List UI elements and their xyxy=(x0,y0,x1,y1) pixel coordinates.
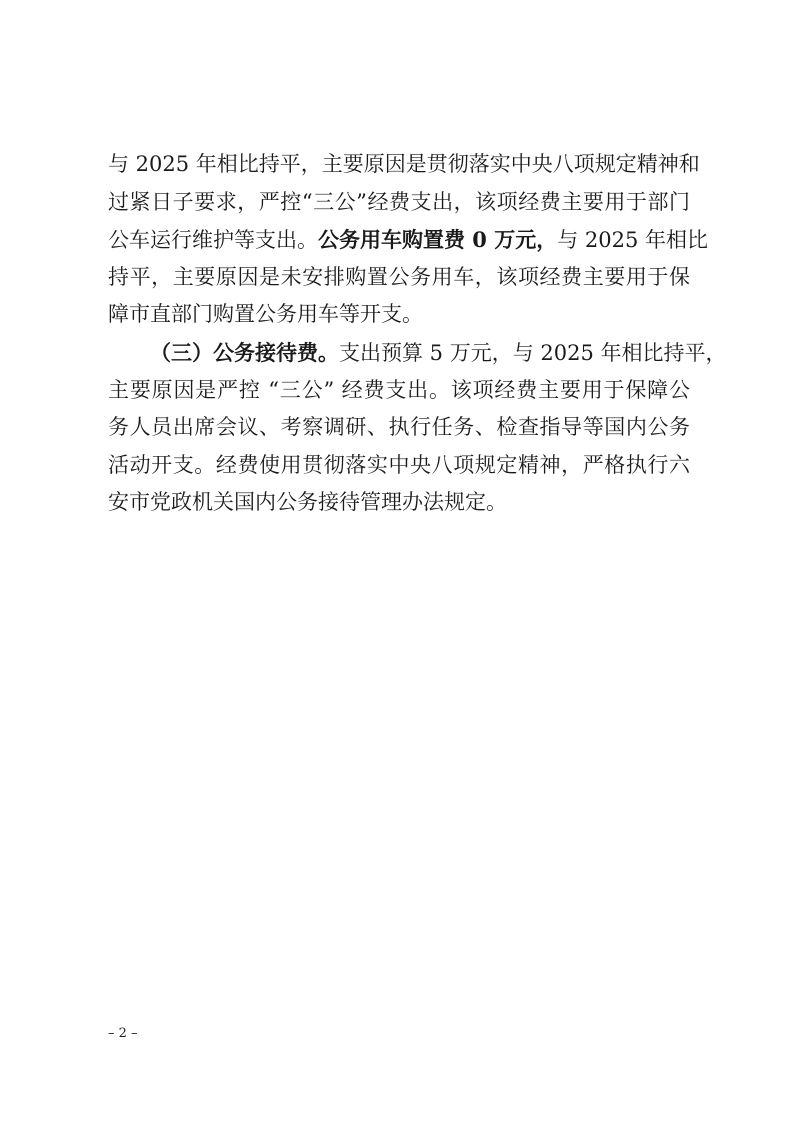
paragraph-1-line-5: 障市直部门购置公务用车等开支。 xyxy=(108,302,423,327)
paragraph-1-line-1: 与 2025 年相比持平，主要原因是贯彻落实中央八项规定精神和 xyxy=(108,152,700,176)
paragraph-2-line-1 xyxy=(108,334,727,372)
paragraph-2-line-2: 主要原因是严控 “三公” 经费支出。该项经费主要用于保障公 xyxy=(108,377,690,402)
reception-fee-heading: （三）公务接待费。 xyxy=(150,339,339,365)
paragraph-2-line-3: 务人员出席会议、考察调研、执行任务、检查指导等国内公务 xyxy=(108,415,690,440)
paragraph-1-line-4: 持平，主要原因是未安排购置公务用车，该项经费主要用于保 xyxy=(108,264,690,289)
paragraph-1-line-3-tail: 与 2025 年相比 xyxy=(557,228,709,253)
vehicle-purchase-heading: 公务用车购置费 0 万元， xyxy=(318,227,558,253)
body-text xyxy=(108,146,727,522)
paragraph-1-line-3 xyxy=(108,221,709,259)
page-number: – 2 – xyxy=(108,1026,138,1041)
paragraph-1-line-3-text: 公车运行维护等支出。 xyxy=(108,228,318,253)
paragraph-2-line-1-text: 支出预算 5 万元，与 2025 年相比持平， xyxy=(339,340,727,365)
paragraph-2-line-5: 安市党政机关国内公务接待管理办法规定。 xyxy=(108,490,507,515)
paragraph-2-line-4: 活动开支。经费使用贯彻落实中央八项规定精神，严格执行六 xyxy=(108,452,690,477)
paragraph-1-line-2: 过紧日子要求，严控“三公”经费支出，该项经费主要用于部门 xyxy=(108,189,690,214)
